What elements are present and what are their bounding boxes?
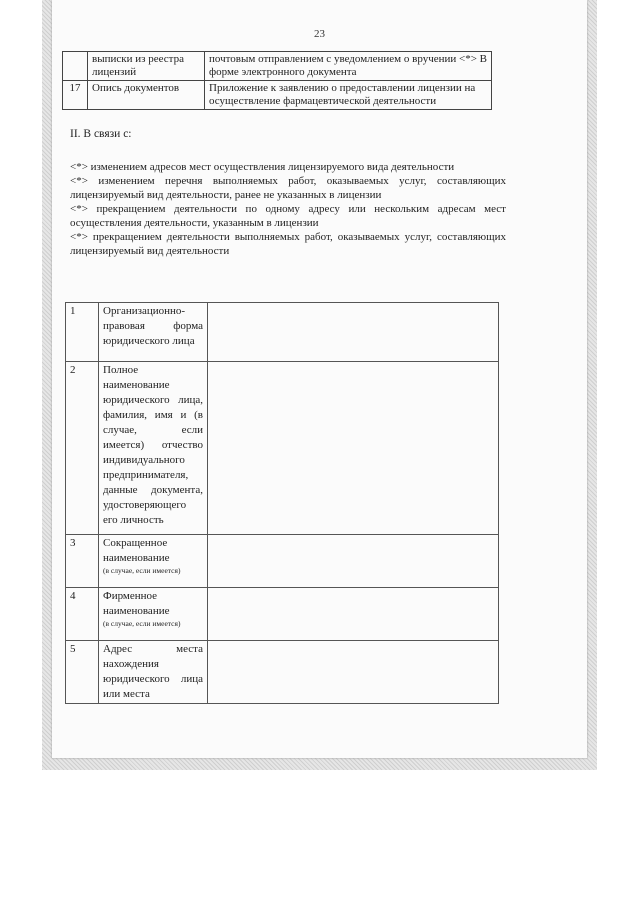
applicant-info-table — [65, 302, 499, 704]
section-heading: II. В связи с: — [70, 128, 132, 140]
row-number: 4 — [66, 588, 99, 641]
reason-item: <*> прекращением деятельности выполняемых работ, оказываемых услуг, составляющих лицензируемый вид деятельности — [70, 231, 506, 257]
field-value-cell[interactable] — [208, 641, 499, 704]
documents-table — [62, 51, 492, 110]
table-row — [66, 535, 499, 588]
field-label — [99, 535, 208, 588]
field-label — [99, 362, 208, 535]
field-value-cell[interactable] — [208, 535, 499, 588]
table-row — [66, 641, 499, 704]
row-number: 1 — [66, 303, 99, 362]
document-name: выписки из реестра лицензий — [88, 52, 205, 81]
reason-item: <*> изменением адресов мест осуществления лицензируемого вида деятельности — [70, 161, 455, 173]
field-label — [99, 641, 208, 704]
reason-item: <*> изменением перечня выполняемых работ, оказываемых услуг, составляющих лицензируемый вид деятельности, ранее не указанных в лицензии — [70, 175, 506, 201]
document-description: почтовым отправлением с уведомлением о вручении <*> В форме электронного документа — [205, 52, 492, 81]
reasons-list — [70, 160, 506, 258]
row-number: 5 — [66, 641, 99, 704]
row-number: 2 — [66, 362, 99, 535]
field-label-text: Адрес места нахождения юридического лица или места — [103, 643, 203, 700]
document-description: Приложение к заявлению о предоставлении лицензии на осуществление фармацевтической деятельности — [205, 81, 492, 110]
table-row — [66, 362, 499, 535]
field-value-cell[interactable] — [208, 588, 499, 641]
reason-item: <*> прекращением деятельности по одному адресу или нескольким адресам мест осуществления деятельности, указанным в лицензии — [70, 203, 506, 229]
table-row — [63, 52, 492, 81]
field-label-text: Полное наименование юридического лица, фамилия, имя и (в случае, если имеется) отчество индивидуального предпринимателя, данные документа, удостоверяющего его личность — [103, 364, 203, 526]
field-label-text: Фирменное наименование — [103, 590, 170, 617]
row-number — [63, 52, 88, 81]
field-value-cell[interactable] — [208, 303, 499, 362]
table-row — [63, 81, 492, 110]
table-row — [66, 588, 499, 641]
row-number: 17 — [63, 81, 88, 110]
table-row — [66, 303, 499, 362]
field-note: (в случае, если имеется) — [103, 619, 181, 628]
field-label-text: Организационно-правовая форма юридического лица — [103, 305, 203, 347]
field-note: (в случае, если имеется) — [103, 566, 181, 575]
document-name: Опись документов — [88, 81, 205, 110]
field-label — [99, 303, 208, 362]
page-number: 23 — [314, 28, 325, 40]
field-label — [99, 588, 208, 641]
field-label-text: Сокращенное наименование — [103, 537, 170, 564]
row-number: 3 — [66, 535, 99, 588]
field-value-cell[interactable] — [208, 362, 499, 535]
